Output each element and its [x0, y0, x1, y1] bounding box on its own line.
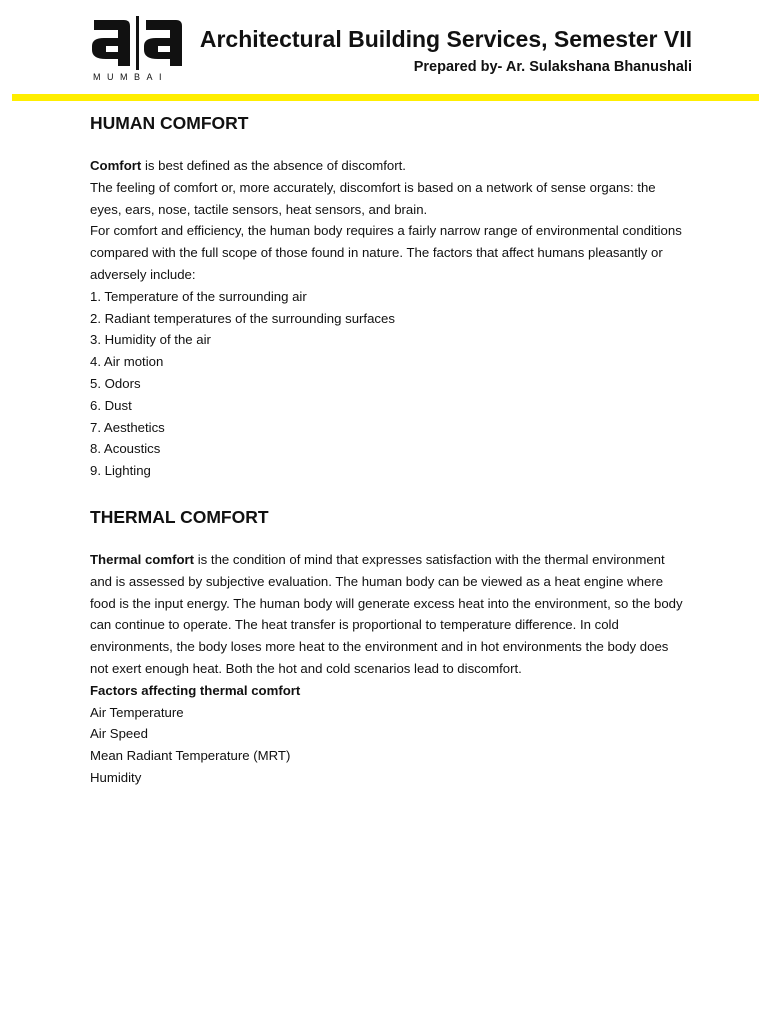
list-item: 9. Lighting [90, 463, 151, 479]
aa-logo-mark-icon [88, 14, 188, 72]
section-title-human-comfort: HUMAN COMFORT [90, 113, 249, 133]
comfort-paragraph-conditions: For comfort and efficiency, the human body requires a fairly narrow range of environmental conditions compared with the full scope of those found in nature. The factors that affect humans pleasantly or adversely include: [90, 223, 682, 282]
aa-mumbai-logo [88, 14, 188, 84]
comfort-definition [90, 155, 690, 177]
page-title: Architectural Building Services, Semester VII [199, 26, 692, 52]
thermal-factors-heading: Factors affecting thermal comfort [90, 682, 301, 698]
list-item: Air Temperature [90, 704, 184, 720]
list-item: 6. Dust [90, 397, 132, 413]
list-item: Humidity [90, 769, 142, 785]
thermal-comfort-definition [90, 549, 690, 680]
list-item: 2. Radiant temperatures of the surrounding surfaces [90, 310, 395, 326]
list-item: 4. Air motion [90, 354, 164, 370]
logo-city-text: MUMBAI [93, 72, 168, 82]
list-item: 8. Acoustics [90, 441, 161, 457]
document-body [90, 108, 690, 789]
comfort-paragraph-senses: The feeling of comfort or, more accurately, discomfort is based on a network of sense organs: the eyes, ears, nose, tactile sensors, heat sensors, and brain. [90, 179, 656, 217]
author-line: Prepared by- Ar. Sulakshana Bhanushali [413, 59, 692, 75]
thermal-comfort-term: Thermal comfort [90, 551, 195, 567]
header-divider [12, 94, 759, 101]
list-item: 1. Temperature of the surrounding air [90, 288, 307, 304]
list-item: Mean Radiant Temperature (MRT) [90, 748, 291, 764]
human-comfort-factors-list [90, 286, 690, 482]
list-item: 7. Aesthetics [90, 419, 165, 435]
list-item: 3. Humidity of the air [90, 332, 211, 348]
list-item: 5. Odors [90, 375, 141, 391]
thermal-comfort-factors-list [90, 702, 690, 789]
thermal-comfort-definition-text: is the condition of mind that expresses satisfaction with the thermal environment and is assessed by subjective evaluation. The human body can be viewed as a heat engine where food is the input energy. The human body will generate excess heat into the environment, so the body can continue to operate. The heat transfer is proportional to temperature difference. In cold environments, the body loses more heat to the environment and in hot environments the body does not exert enough heat. Both the hot and cold scenarios lead to discomfort. [90, 551, 683, 676]
comfort-definition-text: is best defined as the absence of discomfort. [141, 158, 406, 173]
comfort-term: Comfort [90, 158, 142, 173]
list-item: Air Speed [90, 726, 148, 742]
section-title-thermal-comfort: THERMAL COMFORT [90, 506, 269, 527]
